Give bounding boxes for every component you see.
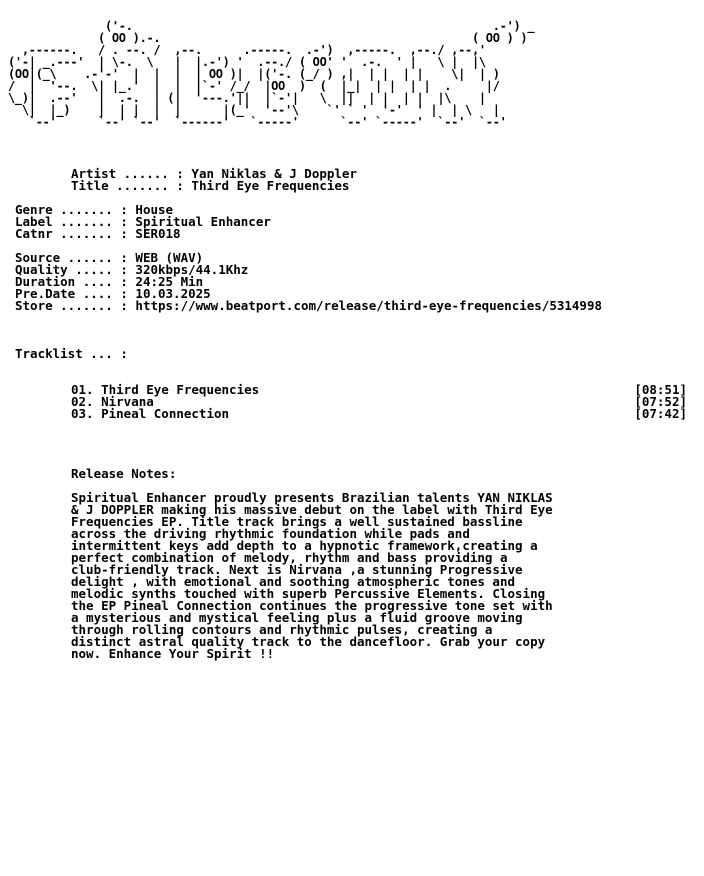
duration-value: 24:25 Min xyxy=(135,274,204,289)
release-notes xyxy=(15,492,553,660)
source-value: WEB (WAV) xyxy=(135,250,204,265)
notes-line: through rolling contours and rhythmic pulses, creating a xyxy=(71,622,493,637)
catnr-row xyxy=(15,228,271,240)
notes-line: delight , with emotional and soothing atmospheric tones and xyxy=(71,574,516,589)
notes-line: & J DOPPLER making his massive debut on the label with Third Eye xyxy=(71,502,553,517)
tracklist-heading xyxy=(15,348,128,360)
notes-line: melodic synths touched with superb Percussive Elements. Closing xyxy=(71,586,546,601)
quality-value: 320kbps/44.1Khz xyxy=(135,262,249,277)
track-time: [07:42] xyxy=(634,406,687,421)
tracklist xyxy=(15,384,695,420)
info-top xyxy=(15,168,357,192)
track-title: 01. Third Eye Frequencies xyxy=(71,382,260,397)
label-label: Label ....... : xyxy=(15,214,128,229)
artist-label: Artist ...... : xyxy=(71,166,184,181)
notes-line: perfect combination of melody, rhythm and bass providing a xyxy=(71,550,508,565)
track-row xyxy=(15,408,695,420)
notes-line: across the driving rhythmic foundation while pads and xyxy=(71,526,470,541)
catnr-label: Catnr ....... : xyxy=(15,226,128,241)
ascii-logo: ('-. .-') _ ( OO ).-. ( OO ) ) ,------. / . --. / ,--. .-----. .-') ,-----. ,--./ ,--,' ('-| _.---' | \-. \ | |.-') ' .--./ ( OO' ' .-. ' | \ | |\ (OO|(_\ .-'-' | | | | OO )| |('-. (_/ ) ,| | | | | \| | ) / | '--. \| |_.' | | |`-' /_/ |OO ) ( |_| | | | | . |/ \_)| .--' | .-. | (| '---.'|| |`-'| \ || | | | | |\ | \| |_) | | | | | |(_' '--'\ `' ` ' '-' ' | | \ | `--' `--' `--' `------' `-----' `--' `-----' `--' `--' xyxy=(8,19,535,129)
track-time: [07:52] xyxy=(634,394,687,409)
store-label: Store ....... : xyxy=(15,298,128,313)
notes-line: Spiritual Enhancer proudly presents Brazilian talents YAN NIKLAS xyxy=(71,490,553,505)
track-title: 02. Nirvana xyxy=(71,394,154,409)
track-title: 03. Pineal Connection xyxy=(71,406,230,421)
genre-value: House xyxy=(135,202,174,217)
notes-line: intermittent keys add depth to a hypnotic framework,creating a xyxy=(71,538,538,553)
store-row xyxy=(15,300,602,312)
genre-label: Genre ....... : xyxy=(15,202,128,217)
info-group-2 xyxy=(15,252,602,312)
predate-label: Pre.Date .... : xyxy=(15,286,128,301)
release-notes-heading xyxy=(15,468,176,480)
notes-line: the EP Pineal Connection continues the progressive tone set with xyxy=(71,598,553,613)
release-notes-heading-text: Release Notes: xyxy=(71,466,177,481)
duration-label: Duration .... : xyxy=(15,274,128,289)
title-row xyxy=(15,180,357,192)
catnr-value: SER018 xyxy=(135,226,181,241)
quality-label: Quality ..... : xyxy=(15,262,128,277)
title-label: Title ....... : xyxy=(71,178,184,193)
predate-value: 10.03.2025 xyxy=(135,286,211,301)
track-time: [08:51] xyxy=(634,382,687,397)
tracklist-heading-text: Tracklist ... : xyxy=(15,346,128,361)
title-value: Third Eye Frequencies xyxy=(191,178,350,193)
notes-line: now. Enhance Your Spirit !! xyxy=(71,646,275,661)
notes-line: club-friendly track. Next is Nirvana ,a stunning Progressive xyxy=(71,562,523,577)
store-link[interactable]: https://www.beatport.com/release/third-eye-frequencies/5314998 xyxy=(135,298,603,313)
notes-line: a mysterious and mystical feeling plus a fluid groove moving xyxy=(71,610,523,625)
info-group-1 xyxy=(15,204,271,240)
artist-value: Yan Niklas & J Doppler xyxy=(191,166,357,181)
notes-line: distinct astral quality track to the dancefloor. Grab your copy xyxy=(71,634,546,649)
label-value: Spiritual Enhancer xyxy=(135,214,271,229)
notes-line: Frequencies EP. Title track brings a well sustained bassline xyxy=(71,514,523,529)
source-label: Source ...... : xyxy=(15,250,128,265)
